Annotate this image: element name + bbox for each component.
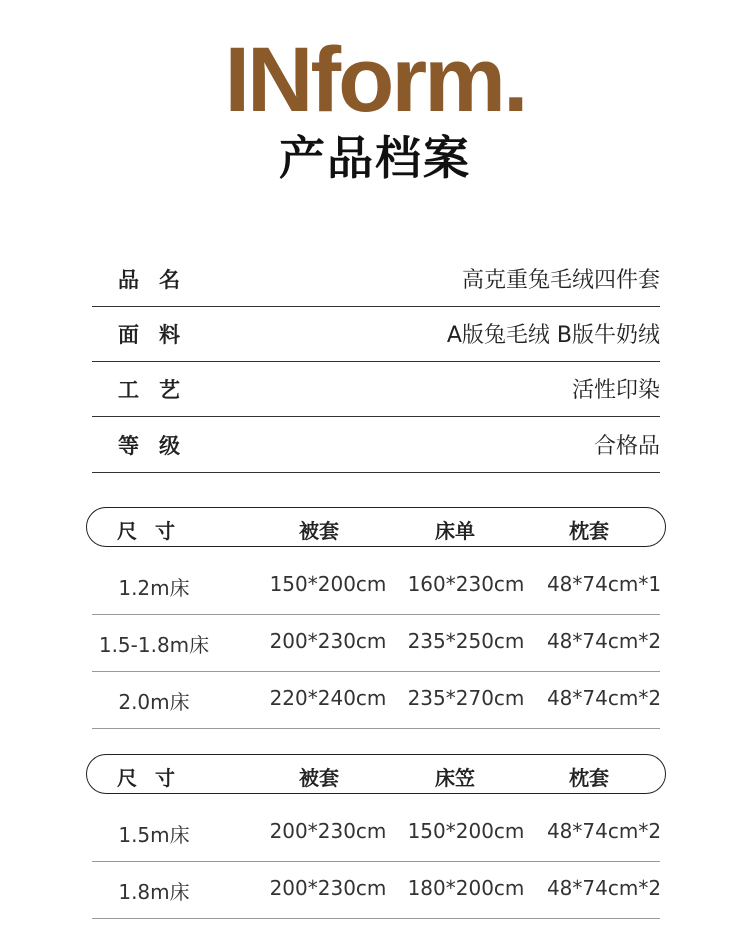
spec-value: 合格品: [593, 434, 660, 459]
cell-duvet: 200*230cm: [269, 629, 387, 653]
cell-size: 1.2m床: [118, 576, 190, 600]
cell-duvet: 200*230cm: [269, 819, 387, 843]
table-row: [92, 614, 660, 672]
spec-value: 高克重兔毛绒四件套: [461, 268, 660, 293]
cell-size: 1.5m床: [118, 823, 190, 847]
cell-sheet: 235*270cm: [407, 686, 525, 710]
spec-row-fabric: [92, 305, 660, 362]
table-row: [92, 671, 660, 729]
table-row: [92, 861, 660, 919]
header-sheet: 床单: [435, 519, 475, 543]
spec-row-name: [92, 250, 660, 307]
brand-logo: INform.: [224, 29, 526, 131]
cell-pillowcase: 48*74cm*1: [546, 572, 662, 596]
size-table-header: [86, 754, 666, 794]
cell-pillowcase: 48*74cm*2: [546, 819, 662, 843]
cell-size: 2.0m床: [118, 690, 190, 714]
size-table-header: [86, 507, 666, 547]
cell-duvet: 200*230cm: [269, 876, 387, 900]
cell-size: 1.5-1.8m床: [98, 633, 210, 657]
header-pillowcase: 枕套: [569, 519, 609, 543]
header-size: 尺寸: [117, 519, 193, 543]
header-duvet: 被套: [299, 766, 339, 790]
cell-pillowcase: 48*74cm*2: [546, 876, 662, 900]
spec-label: 工艺: [118, 378, 200, 402]
spec-label: 等级: [118, 434, 200, 458]
header-size: 尺寸: [117, 766, 193, 790]
cell-size: 1.8m床: [118, 880, 190, 904]
header-duvet: 被套: [299, 519, 339, 543]
cell-fitted-sheet: 180*200cm: [407, 876, 525, 900]
cell-pillowcase: 48*74cm*2: [546, 686, 662, 710]
spec-row-craft: [92, 360, 660, 417]
spec-label: 品名: [118, 268, 200, 292]
table-row: [92, 804, 660, 862]
spec-value: A版兔毛绒 B版牛奶绒: [446, 323, 660, 348]
spec-value: 活性印染: [571, 378, 660, 403]
table-row: [92, 557, 660, 615]
cell-duvet: 220*240cm: [269, 686, 387, 710]
cell-sheet: 235*250cm: [407, 629, 525, 653]
spec-row-grade: [92, 416, 660, 473]
header-pillowcase: 枕套: [569, 766, 609, 790]
cell-fitted-sheet: 150*200cm: [407, 819, 525, 843]
cell-duvet: 150*200cm: [269, 572, 387, 596]
cell-pillowcase: 48*74cm*2: [546, 629, 662, 653]
page-title: 产品档案: [279, 131, 471, 185]
cell-sheet: 160*230cm: [407, 572, 525, 596]
spec-label: 面料: [118, 323, 200, 347]
header-fitted-sheet: 床笠: [435, 766, 475, 790]
